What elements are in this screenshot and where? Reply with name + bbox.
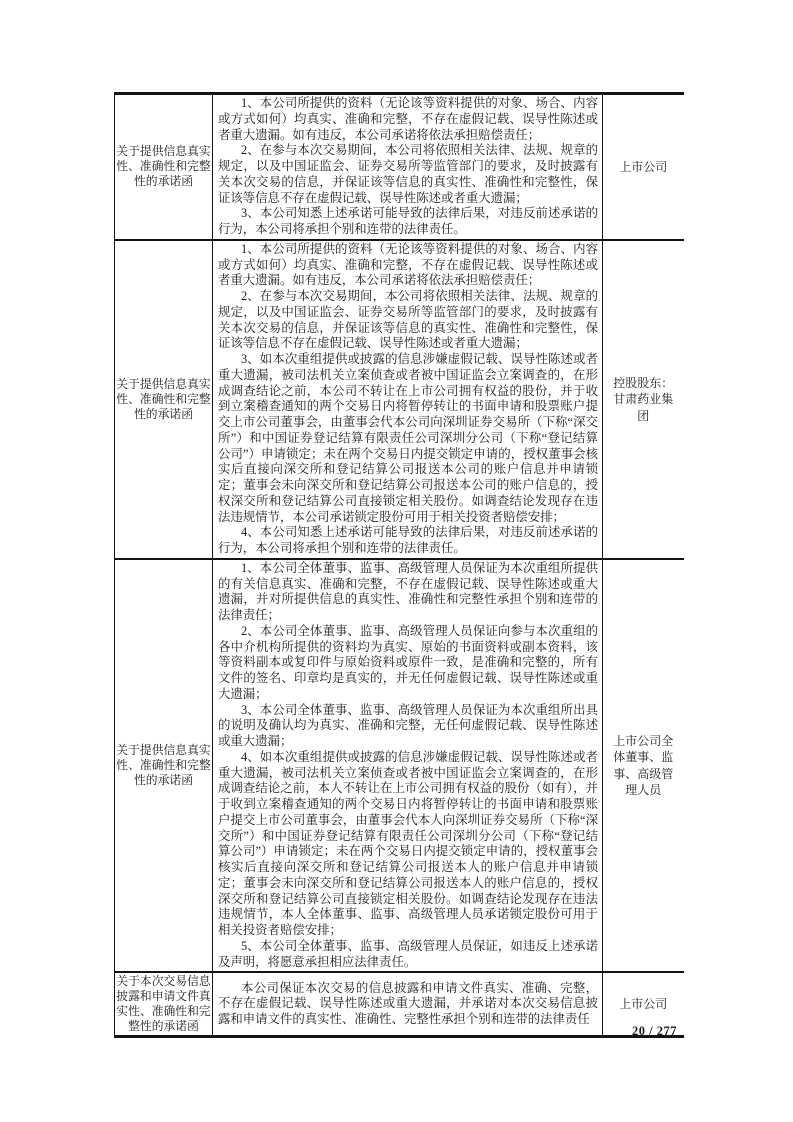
- commitment-party-cell: [603, 94, 684, 240]
- content-paragraph: 2、本公司全体董事、监事、高级管理人员保证向参与本次重组的各中介机构所提供的资料均为真实、原始的书面资料或副本资料，该等资料副本或复印件与原始资料或原件一致，是准确和完整的，所有文件的签名、印章均是真实的，并无任何虚假记载、误导性陈述或重大遗漏；: [218, 623, 598, 701]
- commitment-title: 关于提供信息真实性、准确性和完整性的承诺函: [116, 376, 211, 421]
- commitment-title-cell: [115, 240, 213, 559]
- commitment-party: 上市公司: [619, 159, 668, 174]
- commitment-title: 关于本次交易信息披露和申请文件真实性、准确性和完整性的承诺函: [116, 974, 211, 1034]
- content-paragraph: 2、在参与本次交易期间，本公司将依照相关法律、法规、规章的规定，以及中国证监会、证券交易所等监管部门的要求，及时披露有关本次交易的信息，并保证该等信息的真实性、准确性和完整性，保证该等信息不存在虚假记载、误导性陈述或者重大遗漏；: [218, 143, 598, 205]
- commitment-title: 关于提供信息真实性、准确性和完整性的承诺函: [116, 743, 211, 787]
- page-number: 20 / 277: [632, 1024, 677, 1038]
- commitment-title: 关于提供信息真实性、准确性和完整性的承诺函: [116, 144, 211, 189]
- table-row: [115, 972, 684, 1037]
- table-row: [115, 559, 684, 973]
- commitment-title-cell: [115, 94, 213, 240]
- content-paragraph: 3、本公司知悉上述承诺可能导致的法律后果，对违反前述承诺的行为，本公司将承担个别和连带的法律责任。: [218, 206, 598, 236]
- commitment-title-cell: [115, 972, 213, 1037]
- commitment-party: 控股股东：甘肃药业集团: [613, 375, 674, 423]
- content-paragraph: 3、如本次重组提供或披露的信息涉嫌虚假记载、误导性陈述或者重大遗漏，被司法机关立案侦查或者被中国证监会立案调查的，在形成调查结论之前，本公司不转让在上市公司拥有权益的股份，并于收到立案稽查通知的两个交易日内将暂停转让的书面申请和股票账户提交上市公司董事会，由董事会代本公司向深圳证券交易所（下称“深交所”）和中国证券登记结算有限责任公司深圳分公司（下称“登记结算公司”）申请锁定；未在两个交易日内提交锁定申请的，授权董事会核实后直接向深交所和登记结算公司报送本公司的账户信息并申请锁定；董事会未向深交所和登记结算公司报送本公司的账户信息的，授权深交所和登记结算公司直接锁定相关股份。如调查结论发现存在违法违规情节，本公司承诺锁定股份可用于相关投资者赔偿安排；: [218, 352, 598, 524]
- commitment-content-cell: [213, 559, 603, 973]
- commitment-party-cell: [603, 559, 684, 973]
- commitment-content-cell: [213, 972, 603, 1037]
- commitment-content-cell: [213, 240, 603, 559]
- content-paragraph: 4、本公司知悉上述承诺可能导致的法律后果，对违反前述承诺的行为，本公司将承担个别和连带的法律责任。: [218, 525, 598, 555]
- commitment-content-cell: [213, 94, 603, 240]
- table-row: [115, 240, 684, 559]
- content-paragraph: 2、在参与本次交易期间，本公司将依照相关法律、法规、规章的规定，以及中国证监会、证券交易所等监管部门的要求，及时披露有关本次交易的信息，并保证该等信息的真实性、准确性和完整性，保证该等信息不存在虚假记载、误导性陈述或者重大遗漏；: [218, 289, 598, 351]
- commitment-party: 上市公司: [619, 997, 668, 1011]
- content-paragraph: 3、本公司全体董事、监事、高级管理人员保证为本次重组所出具的说明及确认均为真实、准确和完整，无任何虚假记载、误导性陈述或重大遗漏；: [218, 702, 598, 748]
- content-paragraph: 4、如本次重组提供或披露的信息涉嫌虚假记载、误导性陈述或者重大遗漏，被司法机关立案侦查或者被中国证监会立案调查的，在形成调查结论之前，本人不转让在上市公司拥有权益的股份（如有），并于收到立案稽查通知的两个交易日内将暂停转让的书面申请和股票账户提交上市公司董事会，由董事会代本人向深圳证券交易所（下称“深交所”）和中国证券登记结算有限责任公司深圳分公司（下称“登记结算公司”）申请锁定；未在两个交易日内提交锁定申请的，授权董事会核实后直接向深交所和登记结算公司报送本人的账户信息并申请锁定；董事会未向深交所和登记结算公司报送本人的账户信息的，授权深交所和登记结算公司直接锁定相关股份。如调查结论发现存在违法违规情节，本人全体董事、监事、高级管理人员承诺锁定股份可用于相关投资者赔偿安排；: [218, 749, 598, 937]
- content-paragraph: 1、本公司所提供的资料（无论该等资料提供的对象、场合、内容或方式如何）均真实、准确和完整，不存在虚假记载、误导性陈述或者重大遗漏。如有违反，本公司承诺将依法承担赔偿责任；: [218, 241, 598, 288]
- content-paragraph: 本公司保证本次交易的信息披露和申请文件真实、准确、完整，不存在虚假记载、误导性陈述或重大遗漏，并承诺对本次交易信息披露和申请文件的真实性、准确性、完整性承担个别和连带的法律责任: [218, 980, 598, 1027]
- commitment-party-cell: [603, 240, 684, 559]
- commitment-table: [114, 92, 684, 1038]
- content-paragraph: 1、本公司全体董事、监事、高级管理人员保证为本次重组所提供的有关信息真实、准确和完整，不存在虚假记载、误导性陈述或重大遗漏，并对所提供信息的真实性、准确性和完整性承担个别和连带的法律责任；: [218, 560, 598, 622]
- table-row: [115, 94, 684, 240]
- commitment-party: 上市公司全体董事、监事、高级管理人员: [613, 733, 674, 797]
- content-paragraph: 1、本公司所提供的资料（无论该等资料提供的对象、场合、内容或方式如何）均真实、准确和完整，不存在虚假记载、误导性陈述或者重大遗漏。如有违反，本公司承诺将依法承担赔偿责任；: [218, 96, 598, 142]
- commitment-title-cell: [115, 559, 213, 973]
- content-paragraph: 5、本公司全体董事、监事、高级管理人员保证，如违反上述承诺及声明，将愿意承担相应法律责任。: [218, 938, 598, 969]
